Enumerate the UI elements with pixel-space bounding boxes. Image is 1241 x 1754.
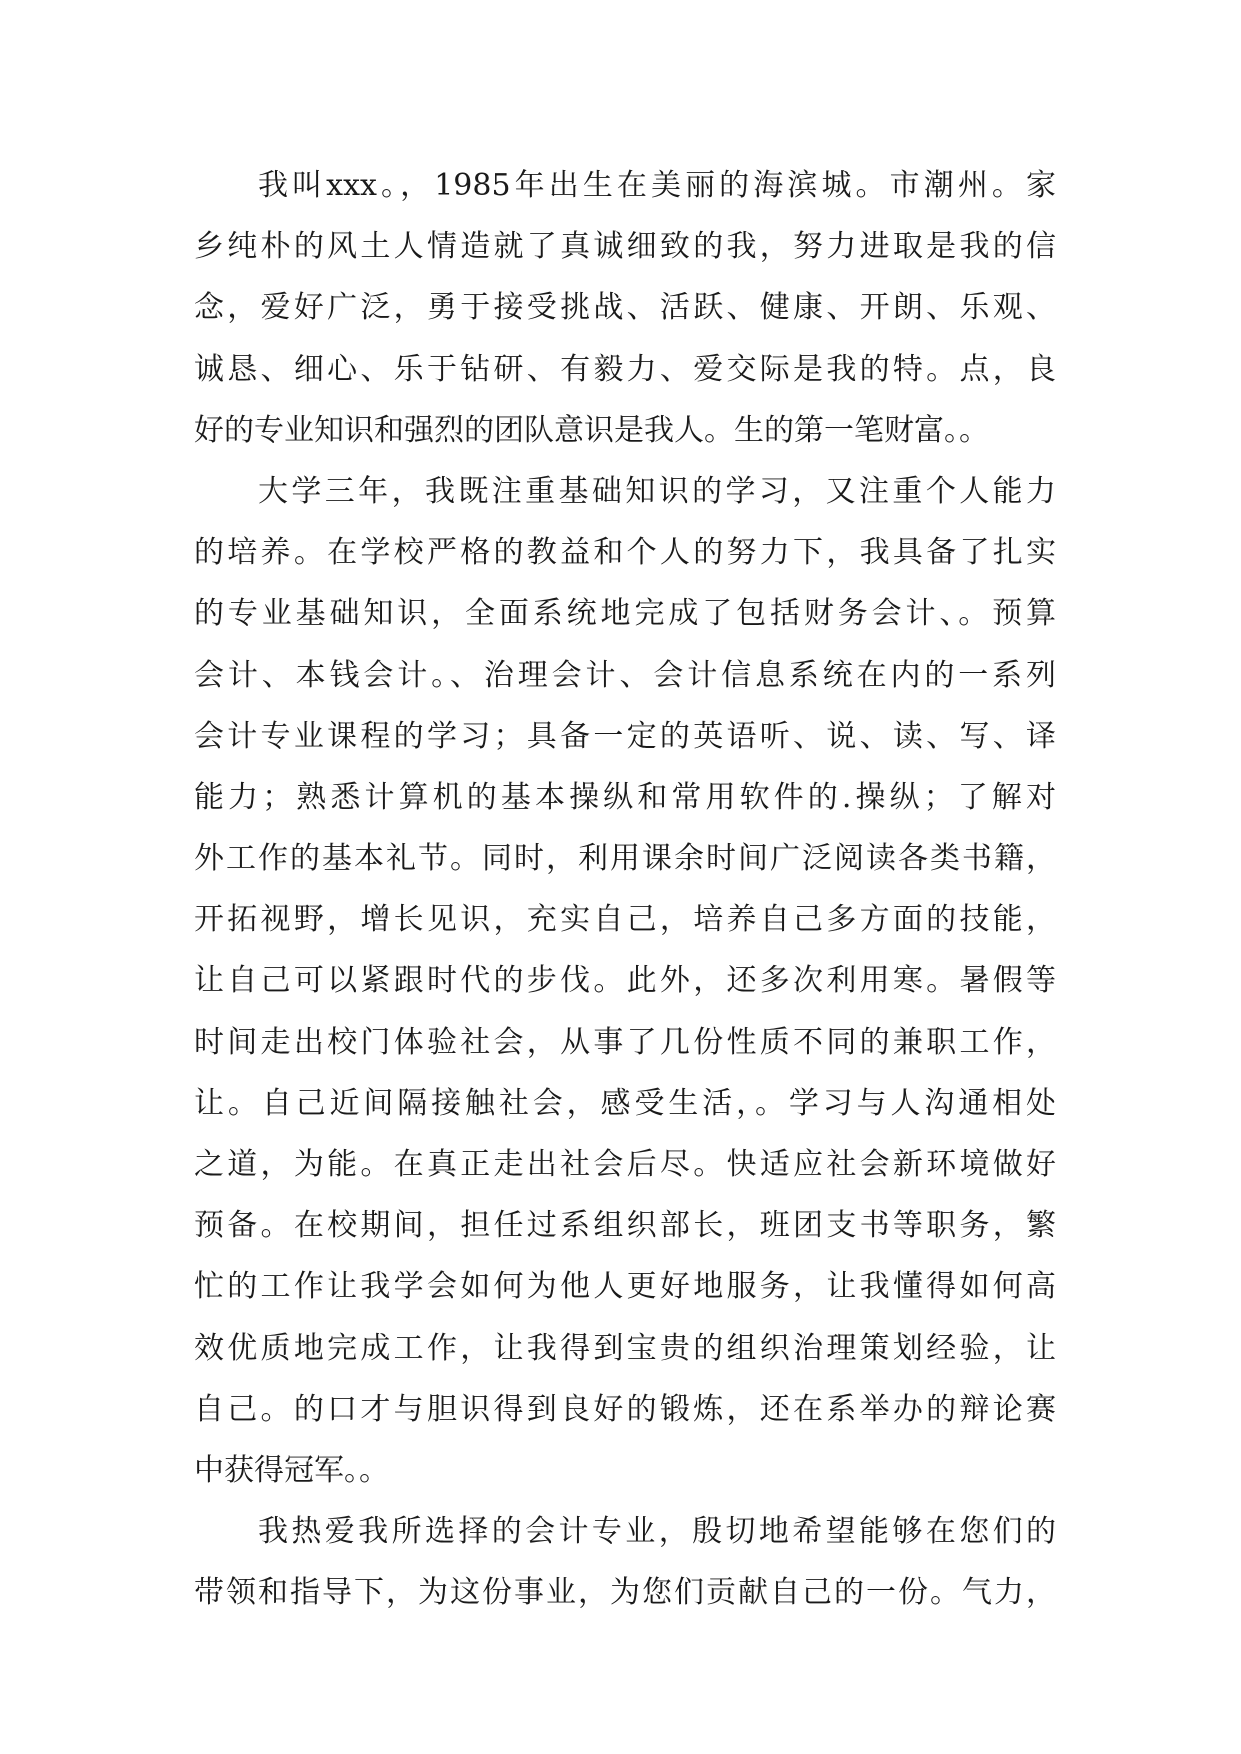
- text-line: 乡纯朴的风土人情造就了真诚细致的我，努力进取是我的信: [194, 229, 1056, 265]
- text-line: 预备。在校期间，担任过系组织部长，班团支书等职务，繁: [194, 1208, 1056, 1244]
- text-line: 自己。的口才与胆识得到良好的锻炼，还在系举办的辩论赛: [194, 1391, 1056, 1427]
- text-line: 效优质地完成工作，让我得到宝贵的组织治理策划经验，让: [194, 1330, 1056, 1366]
- text-line: 开拓视野，增长见识，充实自己，培养自己多方面的技能，: [194, 902, 1056, 938]
- text-line: 大学三年，我既注重基础知识的学习，又注重个人能力: [258, 473, 1056, 509]
- paragraph-1: [194, 155, 1056, 461]
- text-line: 我叫xxx。，1985年出生在美丽的海滨城。市潮州。家: [258, 168, 1056, 203]
- document-body: [194, 155, 1056, 1624]
- text-line: 的培养。在学校严格的教益和个人的努力下，我具备了扎实: [194, 535, 1056, 571]
- text-line: 带领和指导下，为这份事业，为您们贡献自己的一份。气力，: [194, 1575, 1056, 1611]
- text-line: 之道，为能。在真正走出社会后尽。快适应社会新环境做好: [194, 1147, 1056, 1182]
- text-line: 诚恳、细心、乐于钻研、有毅力、爱交际是我的特。点，良: [194, 351, 1056, 387]
- paragraph-2: [194, 461, 1056, 1501]
- text-line: 时间走出校门体验社会，从事了几份性质不同的兼职工作，: [194, 1024, 1056, 1060]
- text-line: 中获得冠军。。: [194, 1452, 389, 1488]
- text-line: 外工作的基本礼节。同时，利用课余时间广泛阅读各类书籍，: [194, 841, 1056, 877]
- text-line: 能力；熟悉计算机的基本操纵和常用软件的.操纵；了解对: [194, 779, 1056, 815]
- text-line: 我热爱我所选择的会计专业，殷切地希望能够在您们的: [258, 1514, 1056, 1550]
- text-line: 会计、本钱会计。、治理会计、会计信息系统在内的一系列: [194, 657, 1056, 693]
- text-line: 让自己可以紧跟时代的步伐。此外，还多次利用寒。暑假等: [194, 963, 1056, 999]
- text-line: 忙的工作让我学会如何为他人更好地服务，让我懂得如何高: [194, 1269, 1056, 1305]
- text-line: 念，爱好广泛，勇于接受挑战、活跃、健康、开朗、乐观、: [194, 290, 1056, 326]
- paragraph-3: [194, 1501, 1056, 1623]
- text-line: 好的专业知识和强烈的团队意识是我人。生的第一笔财富。。: [194, 412, 989, 448]
- text-line: 的专业基础知识，全面系统地完成了包括财务会计、。预算: [194, 596, 1056, 632]
- text-line: 会计专业课程的学习；具备一定的英语听、说、读、写、译: [194, 718, 1056, 754]
- text-line: 让。自己近间隔接触社会，感受生活，。学习与人沟通相处: [194, 1085, 1056, 1121]
